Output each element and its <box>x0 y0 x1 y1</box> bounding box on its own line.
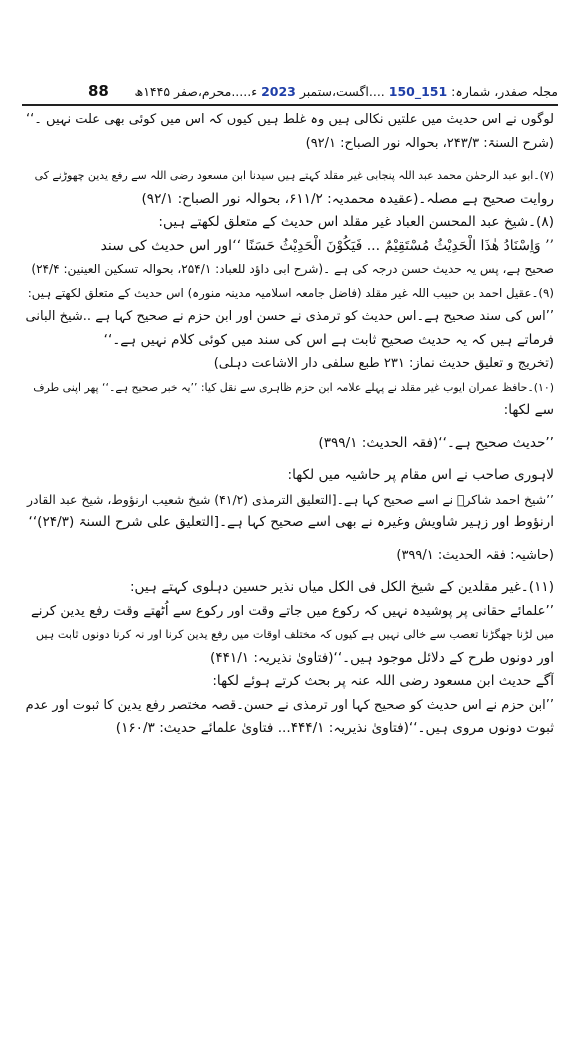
text-line: اور دونوں طرح کے دلائل موجود ہیں۔‘‘(فتاویٰ نذیریہ: ۴۴۱/۱) <box>210 649 554 666</box>
text-line: سے لکھا: <box>503 402 554 418</box>
text-line: (۱۱)۔غیر مقلدین کے شیخ الکل فی الکل میاں نذیر حسین دہلوی کہتے ہیں: <box>129 579 554 595</box>
text-line: لاہوری صاحب نے اس مقام پر حاشیہ میں لکھا: <box>287 467 554 483</box>
text-line: ارنؤوط اور زہیر شاویش وغیرہ نے بھی اسے صحیح کہا ہے۔[التعلیق علی شرح السنۃ (۲۴/۳)‘‘ <box>28 514 554 530</box>
text-line: ’’حدیث صحیح ہے۔‘‘(فقہ الحدیث: ۳۹۹/۱) <box>318 434 554 451</box>
text-line: فرماتے ہیں کہ یہ حدیث صحیح ثابت ہے اس کی سند میں کوئی کلام نہیں ہے۔‘‘ <box>103 331 554 348</box>
text-line: لوگوں نے اس حدیث میں علتیں نکالی ہیں وہ غلط ہیں کیوں کہ اس میں کوئی بھی علت نہیں ۔‘‘ <box>26 112 554 127</box>
page-number: 88 <box>88 82 109 100</box>
text-line: (۹)۔عقیل احمد بن حبیب اللہ غیر مقلد (فاضل جامعہ اسلامیہ مدینہ منورہ) اس حدیث کے متعلق لکھتے ہیں: <box>27 285 554 300</box>
text-line: آگے حدیث ابن مسعود رضی اللہ عنہ پر بحث کرتے ہوئے لکھا: <box>212 673 554 689</box>
text-line: (۱۰)۔حافظ عمران ایوب غیر مقلد نے پہلے علامہ ابن حزم ظاہری سے نقل کیا: ’’یہ خبر صحیح ہے۔‘‘ پھر اپنی طرف <box>33 380 554 394</box>
issue-numbers: 151_150 <box>388 83 448 99</box>
citation-line: (شرح السنۃ: ۲۴۳/۳، بحوالہ نور الصباح: ۹۲/۱) <box>305 135 554 151</box>
text-line: (۸)۔شیخ عبد المحسن العباد غیر مقلد اس حدیث کے متعلق لکھتے ہیں: <box>158 214 554 230</box>
text-line: روایت صحیح ہے مصلہ۔(عقیدہ محمدیہ: ۶۱۱/۲، بحوالہ نور الصباح: ۹۲/۱) <box>141 190 554 207</box>
page-header <box>22 78 558 104</box>
text-line: صحیح ہے، پس یہ حدیث حسن درجہ کی ہے ۔(شرح ابی داؤد للعباد: ۲۵۴/۱، بحوالہ تسکین العینین: ۲۴/۴) <box>31 262 554 276</box>
journal-name: مجلہ صفدر، شمارہ: <box>451 83 558 99</box>
citation-line: (تخریج و تعلیق حدیث نماز: ۲۳۱ طبع سلفی دار الاشاعت دہلی) <box>213 356 554 371</box>
arabic-quote-line: ’’ وَاِسْنَادُ هٰذَا الْحَدِیْثُ مُسْتَقِیْمٌ ... فَیَکُوْنَ الْحَدِیْثُ حَسَنًا ‘‘اور اس حدیث کی سند <box>100 237 554 254</box>
hijri-date: ء.....محرم،صفر ۱۴۴۵ھ <box>134 83 258 99</box>
text-line: ثبوت دونوں مروی ہیں۔‘‘(فتاویٰ نذیریہ: ۴۴۴/۱... فتاویٰ علمائے حدیث: ۱۶۰/۳) <box>115 720 554 736</box>
header-rule <box>22 104 558 106</box>
article-body <box>24 108 554 741</box>
text-line: ’’اس کی سند صحیح ہے۔اس حدیث کو ترمذی نے حسن اور ابن حزم نے صحیح کہا ہے ..شیخ البانی <box>25 309 554 324</box>
text-line: (۷)۔ابو عبد الرحمٰن محمد عبد اللہ پنجابی غیر مقلد کہتے ہیں سیدنا ابن مسعود رضی اللہ سے رفع یدین چھوڑنے کی <box>34 169 554 182</box>
issue-months: ....اگست،ستمبر <box>299 83 385 99</box>
text-line: ’’علمائے حقانی پر پوشیدہ نہیں کہ رکوع میں جاتے وقت اور رکوع سے اُٹھتے وقت رفع یدین کرنے <box>30 603 554 619</box>
issue-year: 2023 <box>261 83 296 99</box>
journal-title <box>134 84 558 99</box>
citation-line: (حاشیہ: فقہ الحدیث: ۳۹۹/۱) <box>396 547 554 563</box>
text-line: ’’ابن حزم نے اس حدیث کو صحیح کہا اور ترمذی نے حسن۔قصہ مختصر رفع یدین کا ثبوت اور عدم <box>25 697 554 713</box>
text-line: ’’شیخ احمد شاکرؒ نے اسے صحیح کہا ہے۔[التعلیق الترمذی (۴۱/۲) شیخ شعیب ارنؤوط، شیخ عبد القادر <box>27 491 554 507</box>
text-line: میں لڑنا جھگڑنا تعصب سے خالی نہیں ہے کیوں کہ مختلف اوقات میں رفع یدین کرنا اور نہ کرنا دونوں ثابت ہیں <box>35 628 554 641</box>
